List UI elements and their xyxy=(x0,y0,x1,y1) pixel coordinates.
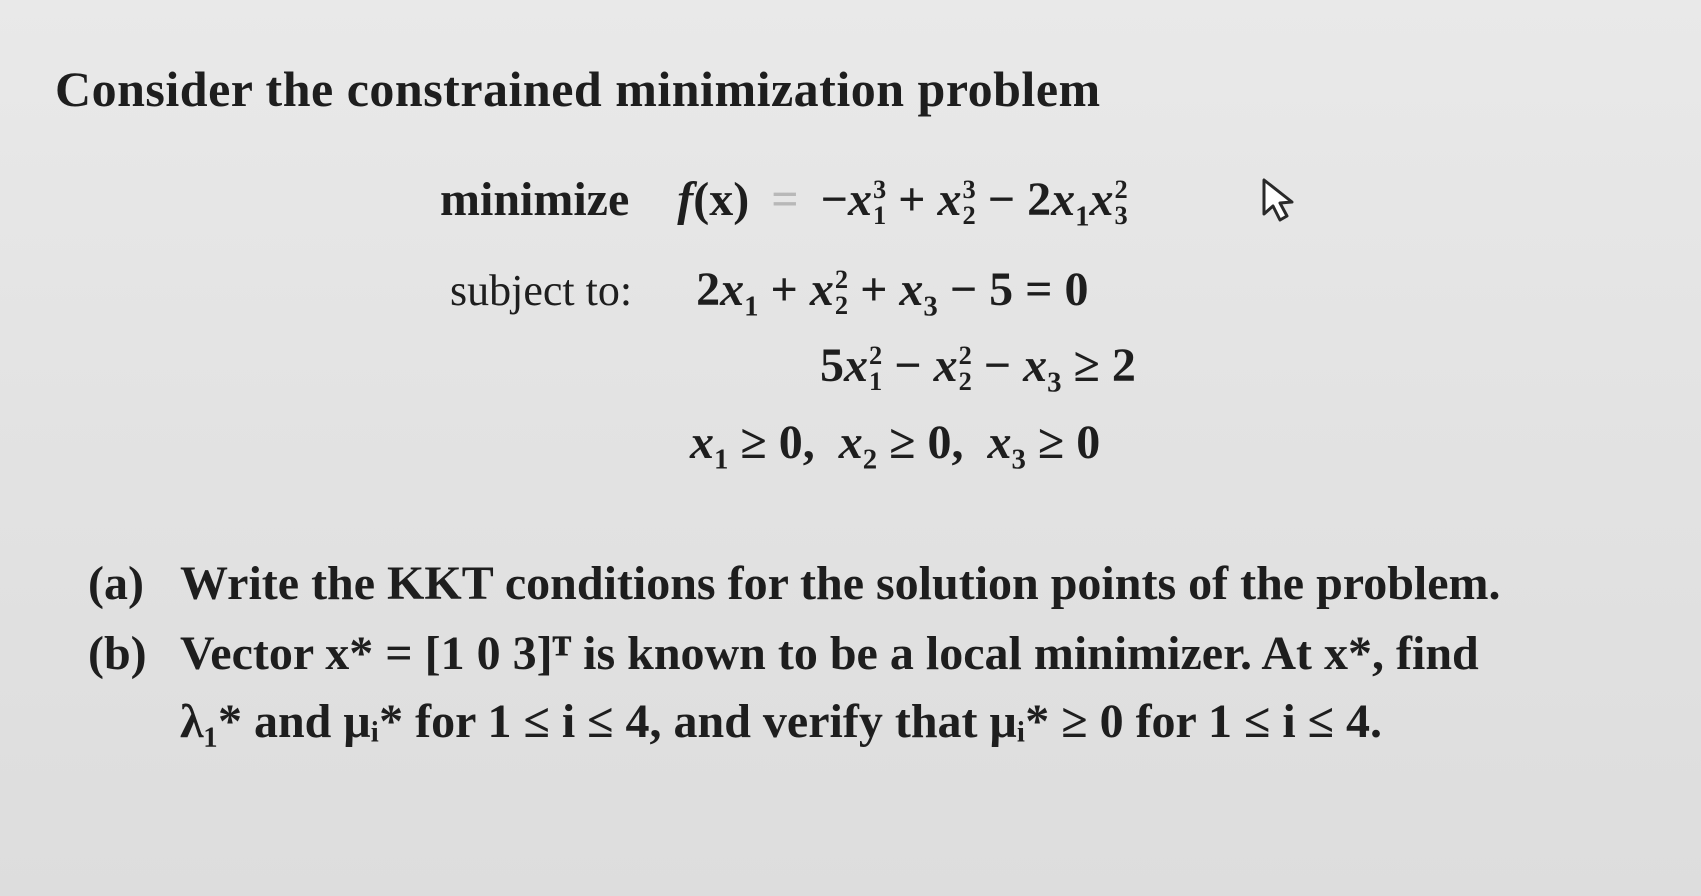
constraint-row-3 xyxy=(690,415,1101,476)
part-b-line1: Vector x* = [1 0 3]ᵀ is known to be a local minimizer. At x*, find xyxy=(180,627,1479,680)
objective-lhs: f(x) xyxy=(677,173,750,226)
objective-row xyxy=(440,172,1128,233)
constraint-row-1 xyxy=(450,262,1089,323)
constraint-row-2 xyxy=(820,338,1136,399)
part-b-line2: λ₁* and μᵢ* for 1 ≤ i ≤ 4, and verify that μᵢ* ≥ 0 for 1 ≤ i ≤ 4. xyxy=(180,695,1383,748)
inequality-constraint: 5x 2 1 − x 2 2 − $x_3 \ge 2$ xyxy=(820,339,1136,399)
part-a xyxy=(88,556,1501,611)
mouse-pointer-icon xyxy=(1258,176,1302,224)
minimize-keyword: minimize xyxy=(440,173,630,226)
part-a-text: Write the KKT conditions for the solution points of the problem. xyxy=(180,557,1501,610)
subject-to-label: subject to: xyxy=(450,266,633,315)
part-b-continued xyxy=(180,694,1382,749)
nonnegativity-constraints: $x_1 \ge 0$, $x_2 \ge 0$, $x_3 \ge 0$ xyxy=(690,416,1101,476)
objective-equals: = xyxy=(771,173,799,226)
intro-text: Consider the constrained minimization problem xyxy=(55,61,1101,117)
part-b xyxy=(88,626,1479,681)
objective-rhs: −x 3 1 + x 3 2 − $2x_1x$ 2 3 xyxy=(820,173,1128,233)
part-b-label: (b) xyxy=(88,627,147,680)
part-a-label: (a) xyxy=(88,557,144,610)
equality-constraint: $2x_1 + x$ 2 2 + $x_3 - 5 = 0$ xyxy=(696,263,1089,323)
